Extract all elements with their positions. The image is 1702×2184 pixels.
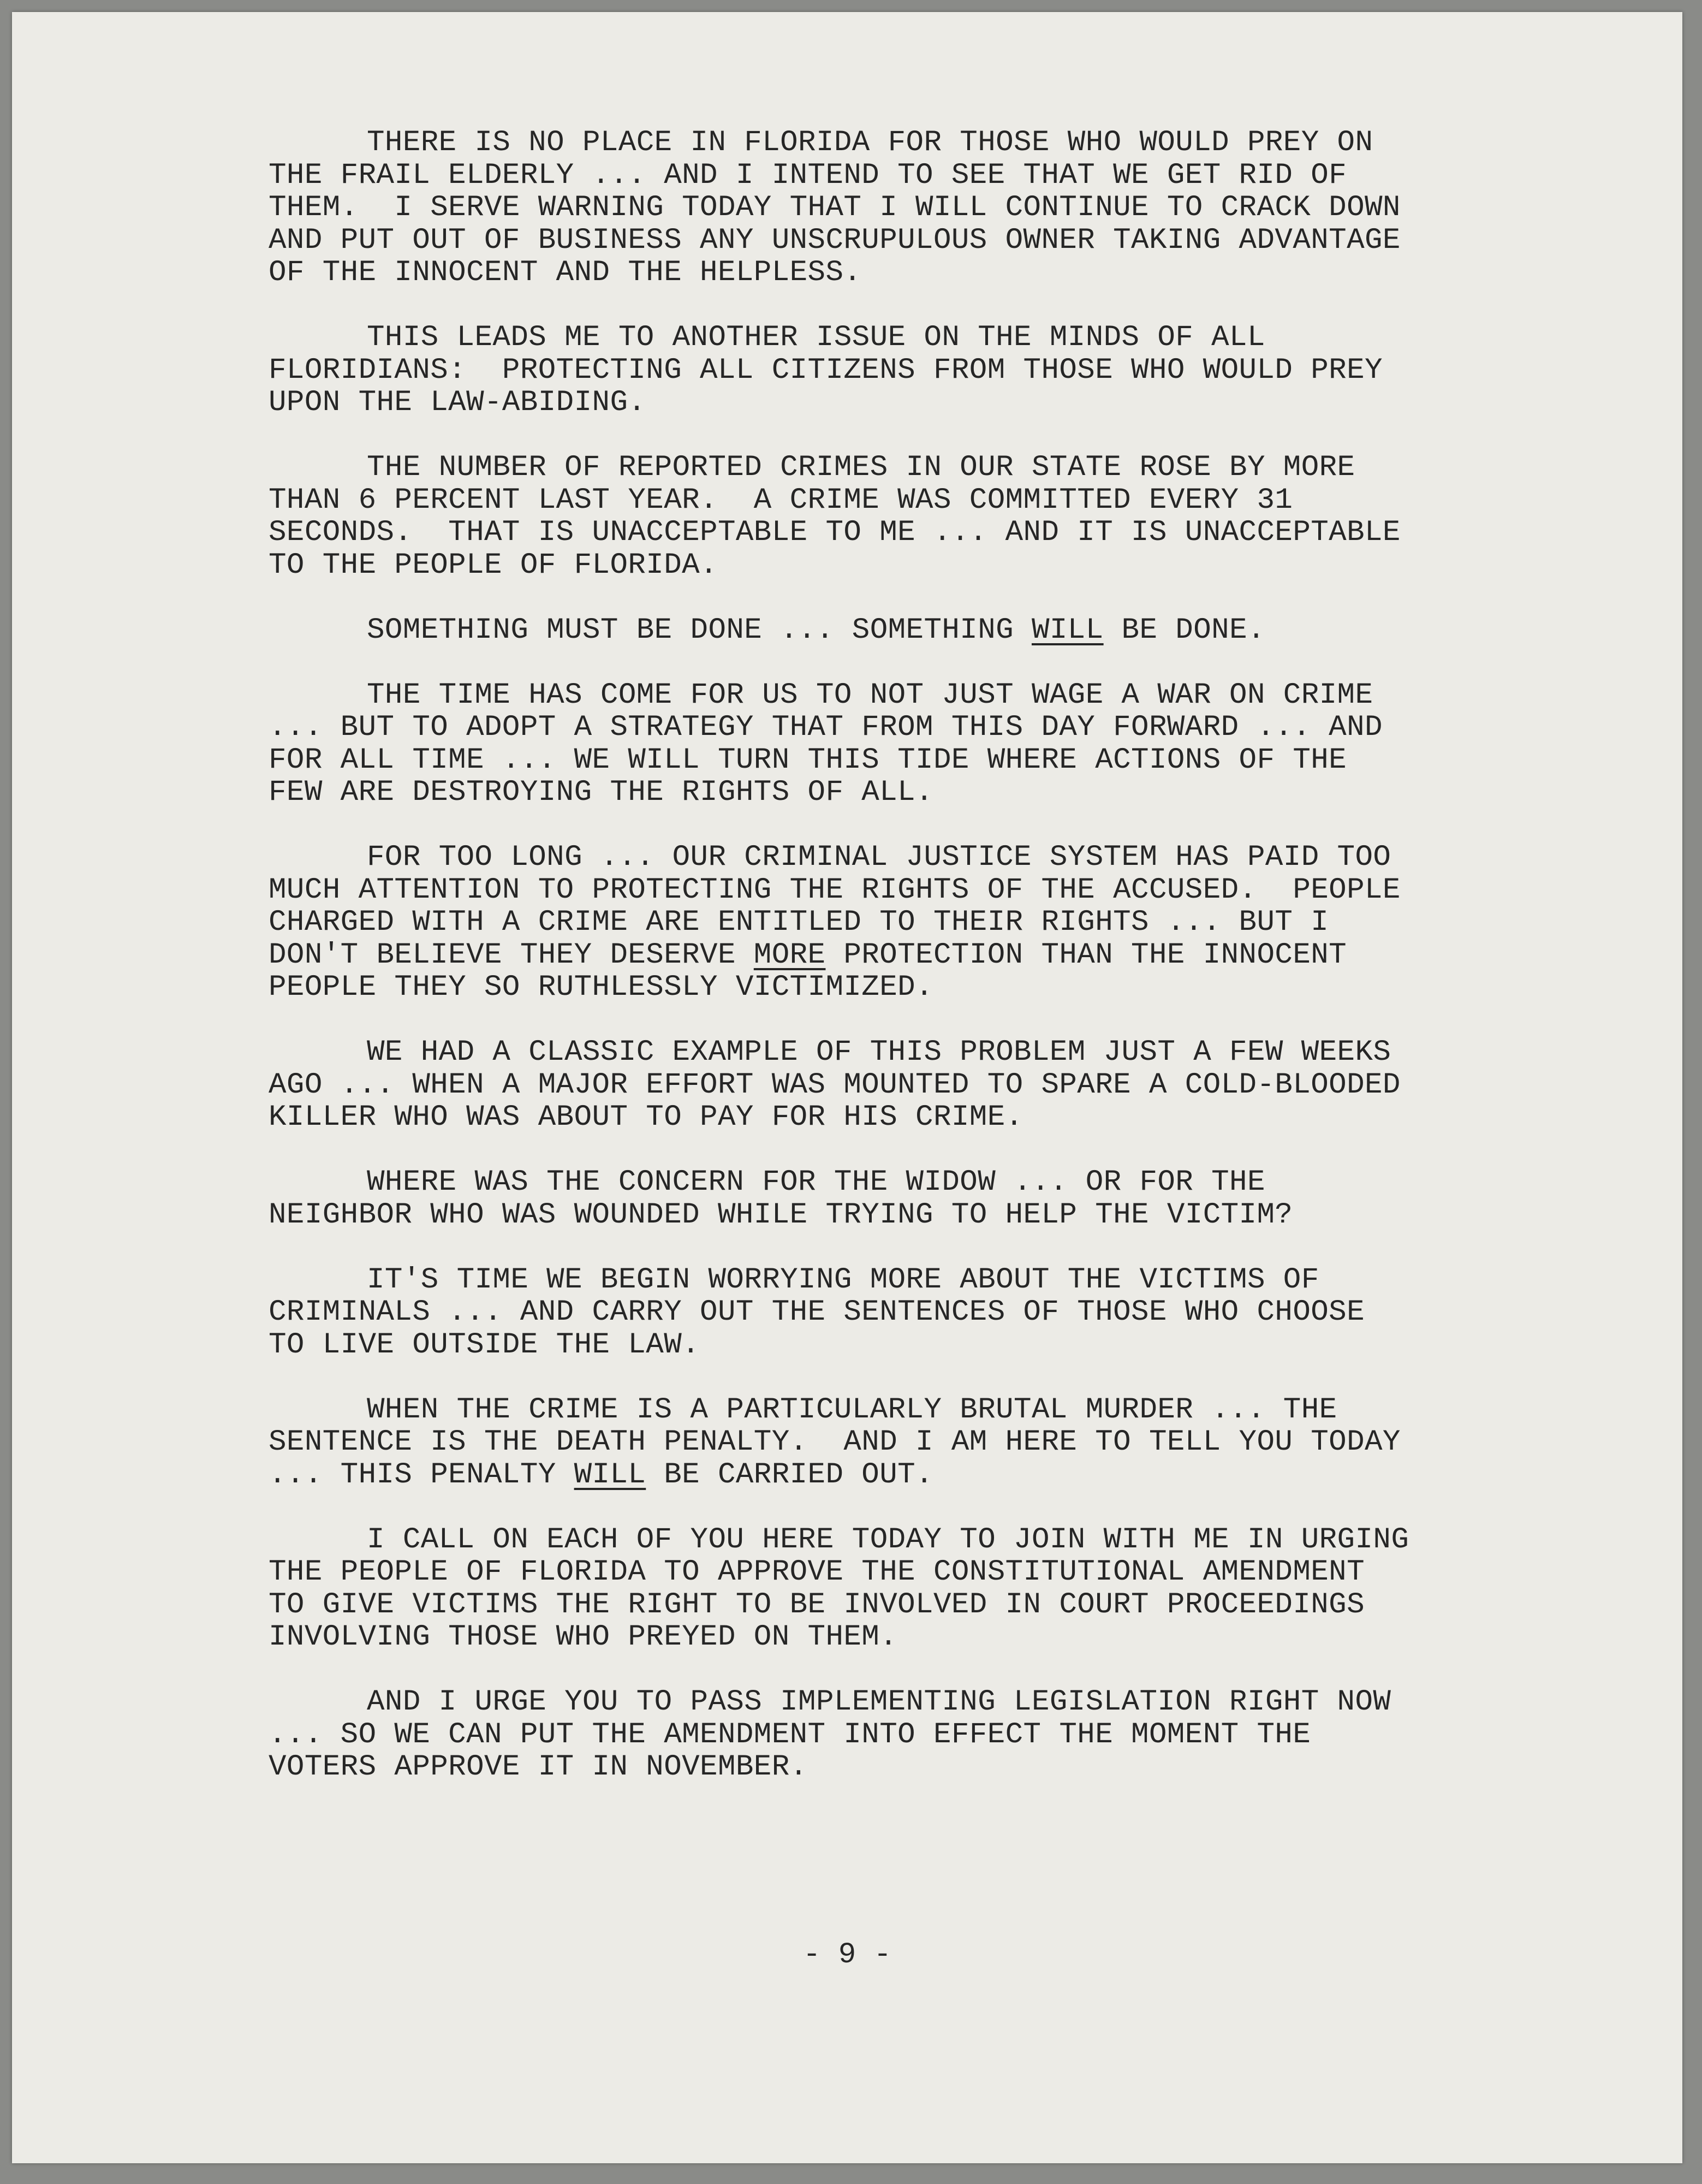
text-run: THEM. I SERVE WARNING TODAY THAT I WILL CONTINUE TO CRACK DOWN bbox=[269, 191, 1401, 224]
paragraph bbox=[269, 679, 1590, 809]
text-run: THE PEOPLE OF FLORIDA TO APPROVE THE CONSTITUTIONAL AMENDMENT bbox=[269, 1556, 1365, 1589]
text-run: INVOLVING THOSE WHO PREYED ON THEM. bbox=[269, 1621, 898, 1654]
text-line bbox=[269, 614, 1590, 647]
text-line bbox=[269, 679, 1590, 712]
text-line bbox=[269, 1166, 1590, 1199]
text-run: THE NUMBER OF REPORTED CRIMES IN OUR STATE ROSE BY MORE bbox=[367, 451, 1355, 484]
text-run: THIS LEADS ME TO ANOTHER ISSUE ON THE MINDS OF ALL bbox=[367, 321, 1265, 354]
text-run: UPON THE LAW-ABIDING. bbox=[269, 386, 646, 419]
text-line bbox=[269, 1199, 1590, 1232]
text-line bbox=[269, 1036, 1590, 1069]
text-run: OF THE INNOCENT AND THE HELPLESS. bbox=[269, 256, 862, 289]
text-run: WHEN THE CRIME IS A PARTICULARLY BRUTAL MURDER ... THE bbox=[367, 1393, 1337, 1427]
text-line bbox=[269, 874, 1590, 907]
text-line bbox=[269, 1101, 1590, 1134]
text-line bbox=[269, 906, 1590, 939]
text-run: ... THIS PENALTY bbox=[269, 1458, 574, 1492]
text-line bbox=[269, 1686, 1590, 1719]
text-line bbox=[269, 127, 1590, 159]
paragraph bbox=[269, 1686, 1590, 1784]
paragraph bbox=[269, 614, 1590, 647]
page-number: - 9 - bbox=[802, 1938, 892, 1972]
text-line bbox=[269, 387, 1590, 419]
text-run: THE FRAIL ELDERLY ... AND I INTEND TO SEE THAT WE GET RID OF bbox=[269, 158, 1347, 192]
text-run: BE CARRIED OUT. bbox=[646, 1458, 933, 1492]
paragraph bbox=[269, 1524, 1590, 1654]
text-run: FOR TOO LONG ... OUR CRIMINAL JUSTICE SYSTEM HAS PAID TOO bbox=[367, 841, 1391, 874]
document-page bbox=[12, 12, 1682, 2163]
text-run: FOR ALL TIME ... WE WILL TURN THIS TIDE WHERE ACTIONS OF THE bbox=[269, 743, 1347, 777]
text-run: AND I URGE YOU TO PASS IMPLEMENTING LEGISLATION RIGHT NOW bbox=[367, 1686, 1391, 1719]
text-line bbox=[269, 484, 1590, 517]
text-line bbox=[269, 744, 1590, 777]
text-run: AND PUT OUT OF BUSINESS ANY UNSCRUPULOUS OWNER TAKING ADVANTAGE bbox=[269, 223, 1401, 257]
speech-body bbox=[269, 127, 1590, 1816]
text-run: VOTERS APPROVE IT IN NOVEMBER. bbox=[269, 1750, 808, 1784]
text-line bbox=[269, 1751, 1590, 1784]
text-run: SOMETHING MUST BE DONE ... SOMETHING bbox=[367, 613, 1032, 647]
text-line bbox=[269, 1524, 1590, 1557]
paragraph bbox=[269, 1166, 1590, 1231]
text-line bbox=[269, 841, 1590, 874]
text-run: TO THE PEOPLE OF FLORIDA. bbox=[269, 548, 718, 582]
text-run: PEOPLE THEY SO RUTHLESSLY VICTIMIZED. bbox=[269, 971, 933, 1004]
text-line bbox=[269, 939, 1590, 972]
text-line bbox=[269, 1556, 1590, 1589]
text-line bbox=[269, 1329, 1590, 1362]
text-line bbox=[269, 354, 1590, 387]
text-run: FLORIDIANS: PROTECTING ALL CITIZENS FROM THOSE WHO WOULD PREY bbox=[269, 353, 1383, 387]
text-line bbox=[269, 1264, 1590, 1297]
text-run: WHERE WAS THE CONCERN FOR THE WIDOW ... OR FOR THE bbox=[367, 1166, 1265, 1199]
text-run: NEIGHBOR WHO WAS WOUNDED WHILE TRYING TO HELP THE VICTIM? bbox=[269, 1198, 1293, 1232]
text-run: WE HAD A CLASSIC EXAMPLE OF THIS PROBLEM JUST A FEW WEEKS bbox=[367, 1036, 1391, 1069]
text-line bbox=[269, 322, 1590, 354]
text-run: THE TIME HAS COME FOR US TO NOT JUST WAGE A WAR ON CRIME bbox=[367, 678, 1373, 712]
text-run: PROTECTION THAN THE INNOCENT bbox=[825, 938, 1347, 972]
text-run: CHARGED WITH A CRIME ARE ENTITLED TO THEIR RIGHTS ... BUT I bbox=[269, 906, 1329, 939]
paragraph bbox=[269, 1036, 1590, 1134]
underlined-word: WILL bbox=[1031, 613, 1104, 647]
text-run: FEW ARE DESTROYING THE RIGHTS OF ALL. bbox=[269, 776, 933, 809]
text-line bbox=[269, 1459, 1590, 1492]
text-run: SECONDS. THAT IS UNACCEPTABLE TO ME ... AND IT IS UNACCEPTABLE bbox=[269, 516, 1401, 549]
text-line bbox=[269, 971, 1590, 1004]
text-line bbox=[269, 452, 1590, 484]
text-line bbox=[269, 159, 1590, 192]
paragraph bbox=[269, 841, 1590, 1004]
paragraph bbox=[269, 1394, 1590, 1492]
underlined-word: WILL bbox=[574, 1458, 646, 1492]
text-line bbox=[269, 224, 1590, 257]
text-run: TO GIVE VICTIMS THE RIGHT TO BE INVOLVED IN COURT PROCEEDINGS bbox=[269, 1588, 1365, 1622]
text-line bbox=[269, 1426, 1590, 1459]
text-run: IT'S TIME WE BEGIN WORRYING MORE ABOUT THE VICTIMS OF bbox=[367, 1263, 1319, 1297]
text-line bbox=[269, 711, 1590, 744]
underlined-word: MORE bbox=[753, 938, 826, 972]
text-line bbox=[269, 1296, 1590, 1329]
text-run: DON'T BELIEVE THEY DESERVE bbox=[269, 938, 754, 972]
text-run: SENTENCE IS THE DEATH PENALTY. AND I AM HERE TO TELL YOU TODAY bbox=[269, 1426, 1401, 1459]
paragraph bbox=[269, 127, 1590, 289]
text-line bbox=[269, 549, 1590, 582]
text-run: TO LIVE OUTSIDE THE LAW. bbox=[269, 1328, 700, 1362]
text-line bbox=[269, 1589, 1590, 1622]
text-line bbox=[269, 1621, 1590, 1654]
text-run: THERE IS NO PLACE IN FLORIDA FOR THOSE WHO WOULD PREY ON bbox=[367, 126, 1373, 159]
text-run: KILLER WHO WAS ABOUT TO PAY FOR HIS CRIME. bbox=[269, 1101, 1023, 1134]
text-run: ... SO WE CAN PUT THE AMENDMENT INTO EFFECT THE MOMENT THE bbox=[269, 1718, 1311, 1752]
text-run: BE DONE. bbox=[1103, 613, 1265, 647]
text-run: AGO ... WHEN A MAJOR EFFORT WAS MOUNTED TO SPARE A COLD-BLOODED bbox=[269, 1068, 1401, 1102]
text-line bbox=[269, 257, 1590, 289]
paragraph bbox=[269, 452, 1590, 581]
text-line bbox=[269, 1069, 1590, 1102]
text-run: MUCH ATTENTION TO PROTECTING THE RIGHTS OF THE ACCUSED. PEOPLE bbox=[269, 873, 1401, 907]
text-run: CRIMINALS ... AND CARRY OUT THE SENTENCES OF THOSE WHO CHOOSE bbox=[269, 1296, 1365, 1329]
text-line bbox=[269, 1394, 1590, 1427]
text-run: THAN 6 PERCENT LAST YEAR. A CRIME WAS COMMITTED EVERY 31 bbox=[269, 483, 1293, 517]
text-line bbox=[269, 192, 1590, 224]
text-line bbox=[269, 517, 1590, 549]
paragraph bbox=[269, 1264, 1590, 1362]
text-run: ... BUT TO ADOPT A STRATEGY THAT FROM THIS DAY FORWARD ... AND bbox=[269, 711, 1383, 744]
text-line bbox=[269, 1719, 1590, 1752]
text-line bbox=[269, 776, 1590, 809]
paragraph bbox=[269, 322, 1590, 419]
text-run: I CALL ON EACH OF YOU HERE TODAY TO JOIN WITH ME IN URGING bbox=[367, 1523, 1409, 1557]
